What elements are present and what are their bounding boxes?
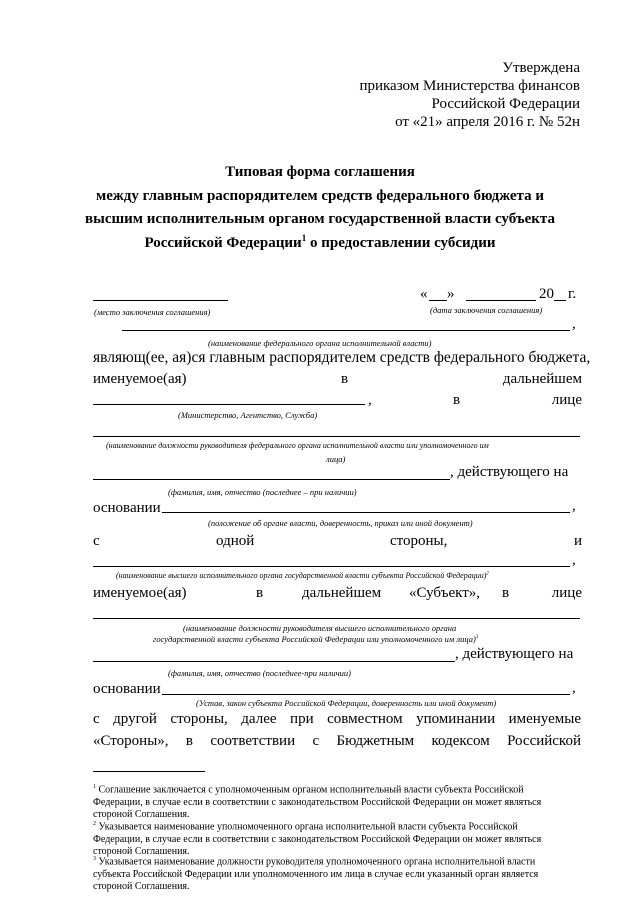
final-line-2: «Стороны», в соответствии с Бюджетным кодексом Российской [93,733,581,749]
subject-body-caption-text: (наименование высшего исполнительного органа государственной власти субъекта Российской Федерации) [116,571,487,580]
acting-on-1: , действующего на [450,464,569,480]
footnote-3-num: 3 [93,856,96,862]
acting-as-text: являющ(ее, ая)ся главным распорядителем средств федерального бюджета, [93,349,591,366]
footnote-1-num: 1 [93,784,96,790]
one-text: одной [216,533,255,549]
federal-body-field[interactable] [122,330,570,331]
subject-head-field[interactable] [93,618,580,619]
acting-on-2: , действующего на [455,646,574,662]
footnote-2-line-3: стороной Соглашения. [93,846,190,858]
footnote-3-line-2: субъекта Российской Федерации или уполномоченного им лица в случае если указанный орган является [93,868,539,880]
named1-b: в [341,371,349,387]
named2-a: именуемое(ая) [93,585,187,601]
head-position-field[interactable] [93,436,580,437]
footnote-3-line-1: Указывается наименование должности руководителя уполномоченного органа исполнительной власти [96,856,536,868]
basis2-caption: (Устав, закон субъекта Российской Федерации, доверенность или иной документ) [196,698,497,708]
title-line-4-a: Российской Федерации [144,235,302,251]
footnote-2-line-2: Федерации, в случае если в соответствии с законодательством Российской Федерации он может являться [93,833,542,845]
s-text: с [93,533,100,549]
approval-line-4: от «21» апреля 2016 г. № 52н [395,114,580,130]
footnote-ref-2: 2 [486,571,489,577]
date-year-prefix: 20 [539,286,554,302]
head-position-caption-2: лица) [326,454,346,464]
fio1-caption: (фамилия, имя, отчество (последнее – при наличии) [168,487,357,497]
comma-3: , [572,498,576,514]
date-month-field[interactable] [466,300,536,301]
ministry-caption: (Министерство, Агентство, Служба) [178,410,318,420]
basis-2-label: основании [93,681,161,697]
footnote-2-num: 2 [93,821,96,827]
fio2-field[interactable] [93,661,455,662]
comma-2: , [368,392,372,408]
head-position-caption-1: (наименование должности руководителя федерального органа исполнительной власти или уполномоченного им [106,441,489,450]
approval-line-3: Российской Федерации [431,96,580,112]
footnote-1-line-2: Федерации, в случае если в соответствии с законодательством Российской Федерации он может являться [93,796,542,808]
named2-e: в [502,585,510,601]
basis1-caption: (положение об органе власти, доверенность, приказ или иной документ) [208,518,473,528]
named1-c: дальнейшем [502,371,582,387]
date-caption: (дата заключения соглашения) [430,305,543,315]
approval-line-2: приказом Министерства финансов [359,78,580,94]
date-year-field[interactable] [554,300,566,301]
subject-body-caption [116,571,489,580]
comma-5: , [572,680,576,696]
fio2-caption: (фамилия, имя, отчество (последнее-при наличии) [168,668,351,678]
v-1: в [453,392,461,408]
final-line-1: с другой стороны, далее при совместном упоминании именуемые [93,711,581,727]
title-line-4 [0,233,640,252]
footnote-1-line-3: стороной Соглашения. [93,809,190,821]
place-caption: (место заключения соглашения) [94,307,211,317]
title-line-3: высшим исполнительным органом государственной власти субъекта [85,211,555,227]
footnote-1-line-1: Соглашение заключается с уполномоченным органом исполнительный власти субъекта Российской [96,784,524,796]
footnote-ref-1: 1 [301,233,307,243]
footnote-2-line-1: Указывается наименование уполномоченного органа исполнительной власти субъекта Российской [96,821,518,833]
title-line-2: между главным распорядителем средств федерального бюджета и [95,188,544,204]
basis-1-label: основании [93,500,161,516]
named1-a: именуемое(ая) [93,371,187,387]
face-1: лице [551,392,582,408]
basis2-field[interactable] [162,694,570,695]
subject-head-caption-2 [153,634,478,644]
and-text: и [573,533,582,549]
ministry-field[interactable] [93,404,365,405]
date-g: г. [568,286,577,302]
named2-f: лице [551,585,582,601]
date-close-quote: » [447,286,455,302]
subject-head-caption-2-text: государственной власти субъекта Российской Федерации или уполномоченного им лица) [153,634,476,644]
comma-1: , [572,316,576,332]
named2-d: «Субъект», [409,585,481,601]
date-open-quote: « [420,286,428,302]
footnote-ref-3: 3 [475,634,479,641]
federal-body-caption: (наименование федерального органа исполнительной власти) [208,338,432,348]
footnote-3 [93,853,538,894]
fio1-field[interactable] [93,479,450,480]
footnote-1 [93,781,541,822]
date-day-field[interactable] [429,300,447,301]
footnote-separator [93,771,205,772]
approval-line-1: Утверждена [502,60,580,76]
basis1-field[interactable] [162,512,570,513]
title-line-1: Типовая форма соглашения [225,164,415,180]
named2-c: дальнейшем [302,585,382,601]
side-text: стороны, [390,533,448,549]
named2-b: в [256,585,264,601]
comma-4: , [572,552,576,568]
footnote-3-line-3: стороной Соглашения. [93,881,190,893]
subject-head-caption-1: (наименование должности руководителя высшего исполнительного органа [183,623,457,633]
subject-body-field[interactable] [93,566,570,567]
title-line-4-b: о предоставлении субсидии [306,235,496,251]
place-field[interactable] [93,300,228,301]
